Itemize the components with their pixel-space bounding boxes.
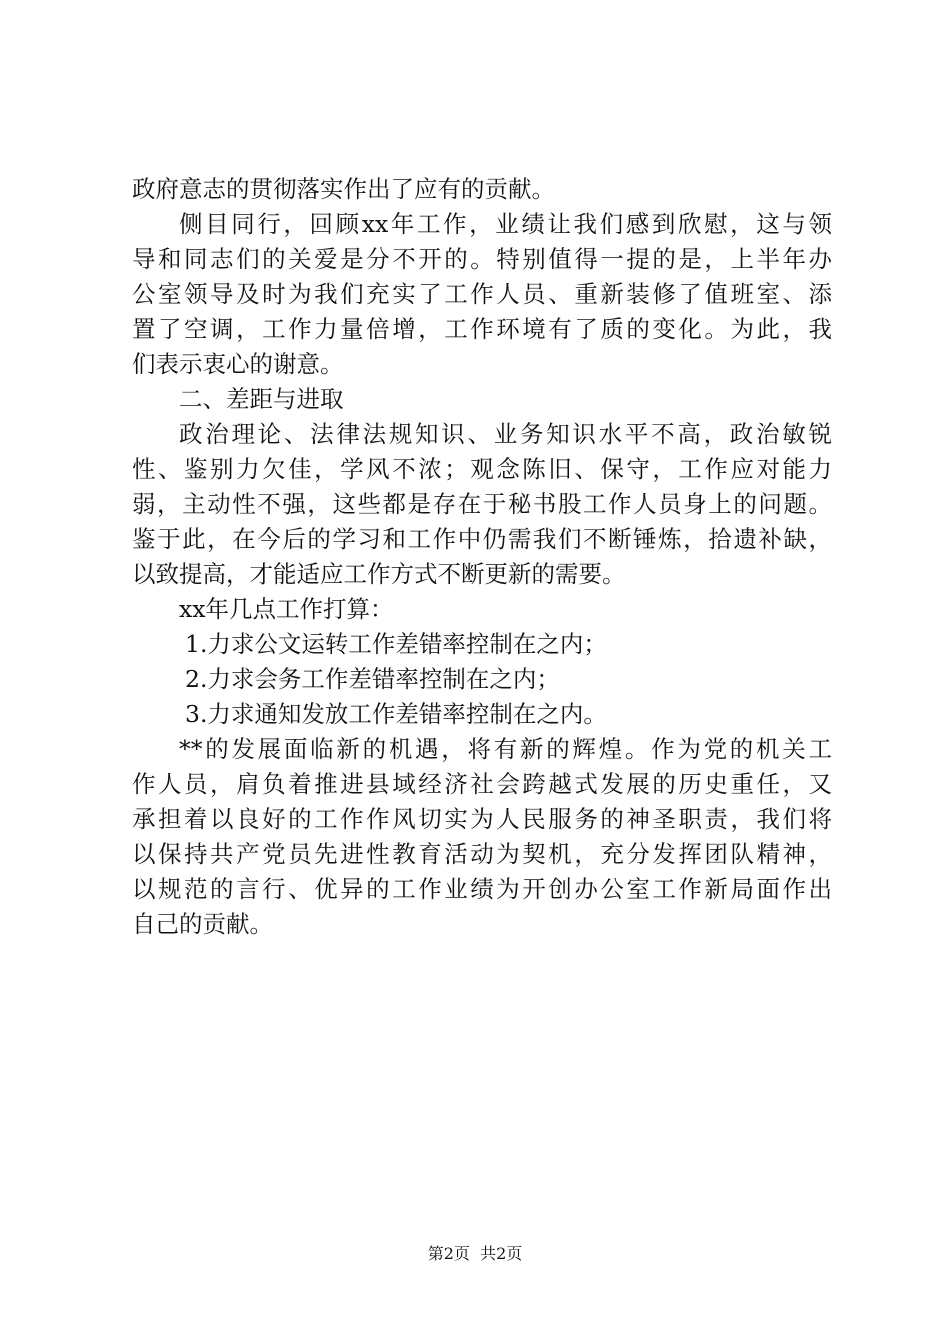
page-number-label: 第2页 共2页 xyxy=(427,1244,523,1263)
plan-list-item: 1.力求公文运转工作差错率控制在之内； xyxy=(185,630,607,658)
paragraph-line: 以致提高，才能适应工作方式不断更新的需要。 xyxy=(132,560,626,588)
paragraph-line: 性、鉴别力欠佳，学风不浓；观念陈旧、保守，工作应对能力 xyxy=(132,455,832,483)
plan-heading: xx年几点工作打算： xyxy=(179,595,394,623)
plan-list-item: 3.力求通知发放工作差错率控制在之内。 xyxy=(185,700,607,728)
paragraph-line: 公室领导及时为我们充实了工作人员、重新装修了值班室、添 xyxy=(132,280,832,308)
paragraph-line: 自己的贡献。 xyxy=(132,910,273,938)
paragraph-line: 导和同志们的关爱是分不开的。特别值得一提的是，上半年办 xyxy=(132,245,832,273)
section-heading: 二、差距与进取 xyxy=(179,385,344,413)
paragraph-line: 以规范的言行、优异的工作业绩为开创办公室工作新局面作出 xyxy=(132,875,832,903)
plan-list-item: 2.力求会务工作差错率控制在之内； xyxy=(185,665,560,693)
paragraph-line: 弱，主动性不强，这些都是存在于秘书股工作人员身上的问题。 xyxy=(132,490,832,518)
paragraph-line: 鉴于此，在今后的学习和工作中仍需我们不断锤炼，拾遗补缺， xyxy=(132,525,832,553)
page-footer xyxy=(0,1244,950,1264)
paragraph-line: 政治理论、法律法规知识、业务知识水平不高，政治敏锐 xyxy=(179,420,832,448)
paragraph-line: 承担着以良好的工作作风切实为人民服务的神圣职责，我们将 xyxy=(132,805,832,833)
paragraph-line: 置了空调，工作力量倍增，工作环境有了质的变化。为此，我 xyxy=(132,315,832,343)
paragraph-line: 作人员，肩负着推进县域经济社会跨越式发展的历史重任，又 xyxy=(132,770,832,798)
paragraph-line: 政府意志的贯彻落实作出了应有的贡献。 xyxy=(132,175,555,203)
paragraph-line: 侧目同行，回顾xx年工作，业绩让我们感到欣慰，这与领 xyxy=(179,210,832,238)
paragraph-line: **的发展面临新的机遇，将有新的辉煌。作为党的机关工 xyxy=(179,735,832,763)
paragraph-line: 们表示衷心的谢意。 xyxy=(132,350,344,378)
paragraph-line: 以保持共产党员先进性教育活动为契机，充分发挥团队精神， xyxy=(132,840,832,868)
document-body xyxy=(132,172,832,942)
